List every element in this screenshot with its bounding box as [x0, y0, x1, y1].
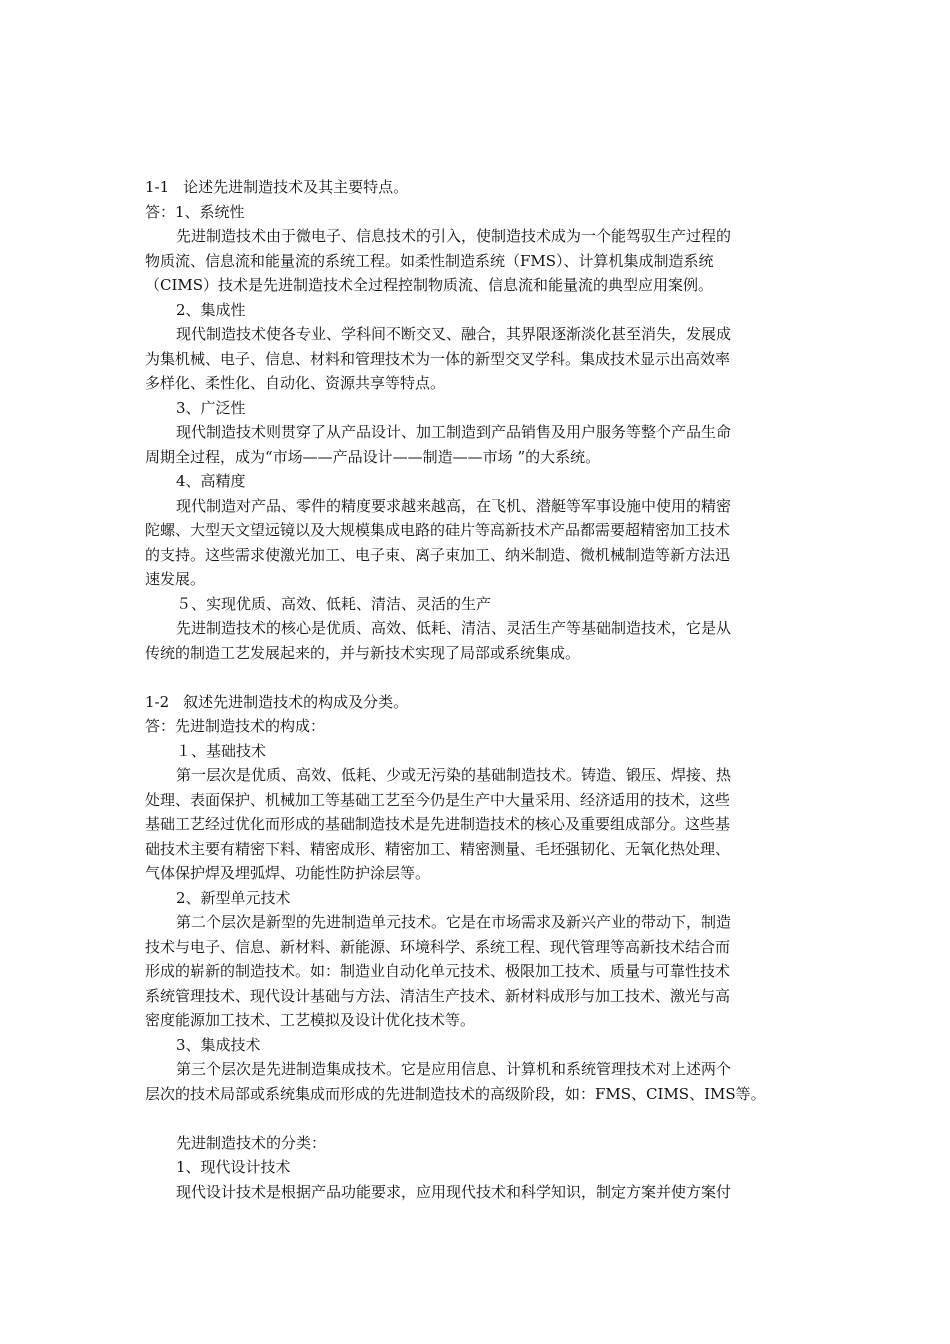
paragraph-line: 形成的崭新的制造技术。如：制造业自动化单元技术、极限加工技术、质量与可靠性技术 [145, 962, 731, 980]
paragraph-line: 物质流、信息流和能量流的系统工程。如柔性制造系统（FMS）、计算机集成制造系统 [145, 251, 714, 270]
subheading: ５、实现优质、高效、低耗、清洁、灵活的生产 [176, 594, 492, 613]
paragraph-line: 第三个层次是先进制造集成技术。它是应用信息、计算机和系统管理技术对上述两个 [176, 1060, 732, 1078]
paragraph-line: 陀螺、大型天文望远镜以及大规模集成电路的硅片等高新技术产品都需要超精密加工技术 [145, 521, 731, 539]
paragraph-line: 第二个层次是新型的先进制造单元技术。它是在市场需求及新兴产业的带动下，制造 [176, 913, 732, 931]
question-number: 1-2 [145, 692, 170, 711]
subheading: 1、现代设计技术 [176, 1158, 291, 1176]
subheading: 先进制造技术的分类： [176, 1133, 327, 1152]
answer-line: 答：先进制造技术的构成： [145, 717, 326, 735]
paragraph-line: 为集机械、电子、信息、材料和管理技术为一体的新型交叉学科。集成技术显示出高效率 [145, 349, 731, 368]
paragraph-line: 第一层次是优质、高效、低耗、少或无污染的基础制造技术。铸造、锻压、焊接、热 [176, 766, 732, 784]
question-title: 论述先进制造技术及其主要特点。 [183, 178, 409, 196]
question-1-heading [145, 175, 810, 200]
subheading: １、基础技术 [176, 741, 267, 760]
paragraph-line: 的支持。这些需求使激光加工、电子束、离子束加工、纳米制造、微机械制造等新方法迅 [145, 545, 731, 564]
subheading: 4、高精度 [176, 472, 246, 490]
section-gap [145, 1106, 810, 1131]
paragraph-line: 多样化、柔性化、自动化、资源共享等特点。 [145, 374, 446, 392]
paragraph-line: 先进制造技术的核心是优质、高效、低耗、清洁、灵活生产等基础制造技术，它是从 [176, 619, 732, 637]
paragraph-line: 处理、表面保护、机械加工等基础工艺至今仍是生产中大量采用、经济适用的技术，这些 [145, 790, 731, 809]
paragraph-line: 气体保护焊及埋弧焊、功能性防护涂层等。 [145, 864, 431, 882]
paragraph-line: 现代制造技术使各专业、学科间不断交叉、融合，其界限逐渐淡化甚至消失，发展成 [176, 325, 732, 343]
paragraph-line: 基础工艺经过优化而形成的基础制造技术是先进制造技术的核心及重要组成部分。这些基 [145, 815, 731, 833]
subheading: 3、集成技术 [176, 1035, 261, 1054]
question-number: 1-1 [145, 178, 170, 196]
question-title: 叙述先进制造技术的构成及分类。 [183, 692, 409, 711]
question-2-heading [145, 690, 810, 715]
paragraph-line: 现代制造技术则贯穿了从产品设计、加工制造到产品销售及用户服务等整个产品生命 [176, 423, 732, 441]
document-page [145, 175, 810, 1204]
paragraph-line: 密度能源加工技术、工艺模拟及设计优化技术等。 [145, 1011, 476, 1029]
paragraph-line: 现代设计技术是根据产品功能要求，应用现代技术和科学知识，制定方案并使方案付 [176, 1182, 732, 1201]
paragraph-line: 础技术主要有精密下料、精密成形、精密加工、精密测量、毛坯强韧化、无氧化热处理、 [145, 839, 731, 858]
subheading: 2、集成性 [176, 300, 246, 319]
paragraph-line: 系统管理技术、现代设计基础与方法、清洁生产技术、新材料成形与加工技术、激光与高 [145, 986, 731, 1005]
paragraph-line: 层次的技术局部或系统集成而形成的先进制造技术的高级阶段，如：FMS、CIMS、IMS等。 [145, 1084, 766, 1103]
paragraph-line: 技术与电子、信息、新材料、新能源、环境科学、系统工程、现代管理等高新技术结合而 [145, 937, 731, 956]
paragraph-line: 速发展。 [145, 570, 206, 588]
paragraph-line: 先进制造技术由于微电子、信息技术的引入，使制造技术成为一个能驾驭生产过程的 [176, 227, 732, 245]
section-gap [145, 665, 810, 690]
subheading: 2、新型单元技术 [176, 888, 291, 907]
paragraph-line: 周期全过程，成为“市场——产品设计——制造——市场 ”的大系统。 [145, 447, 601, 466]
answer-line: 答：1、系统性 [145, 202, 245, 221]
paragraph-line: （CIMS）技术是先进制造技术全过程控制物质流、信息流和能量流的典型应用案例。 [145, 276, 714, 294]
subheading: 3、广泛性 [176, 398, 246, 417]
paragraph-line: 现代制造对产品、零件的精度要求越来越高，在飞机、潜艇等军事设施中使用的精密 [176, 496, 732, 515]
paragraph-line: 传统的制造工艺发展起来的，并与新技术实现了局部或系统集成。 [145, 643, 581, 662]
